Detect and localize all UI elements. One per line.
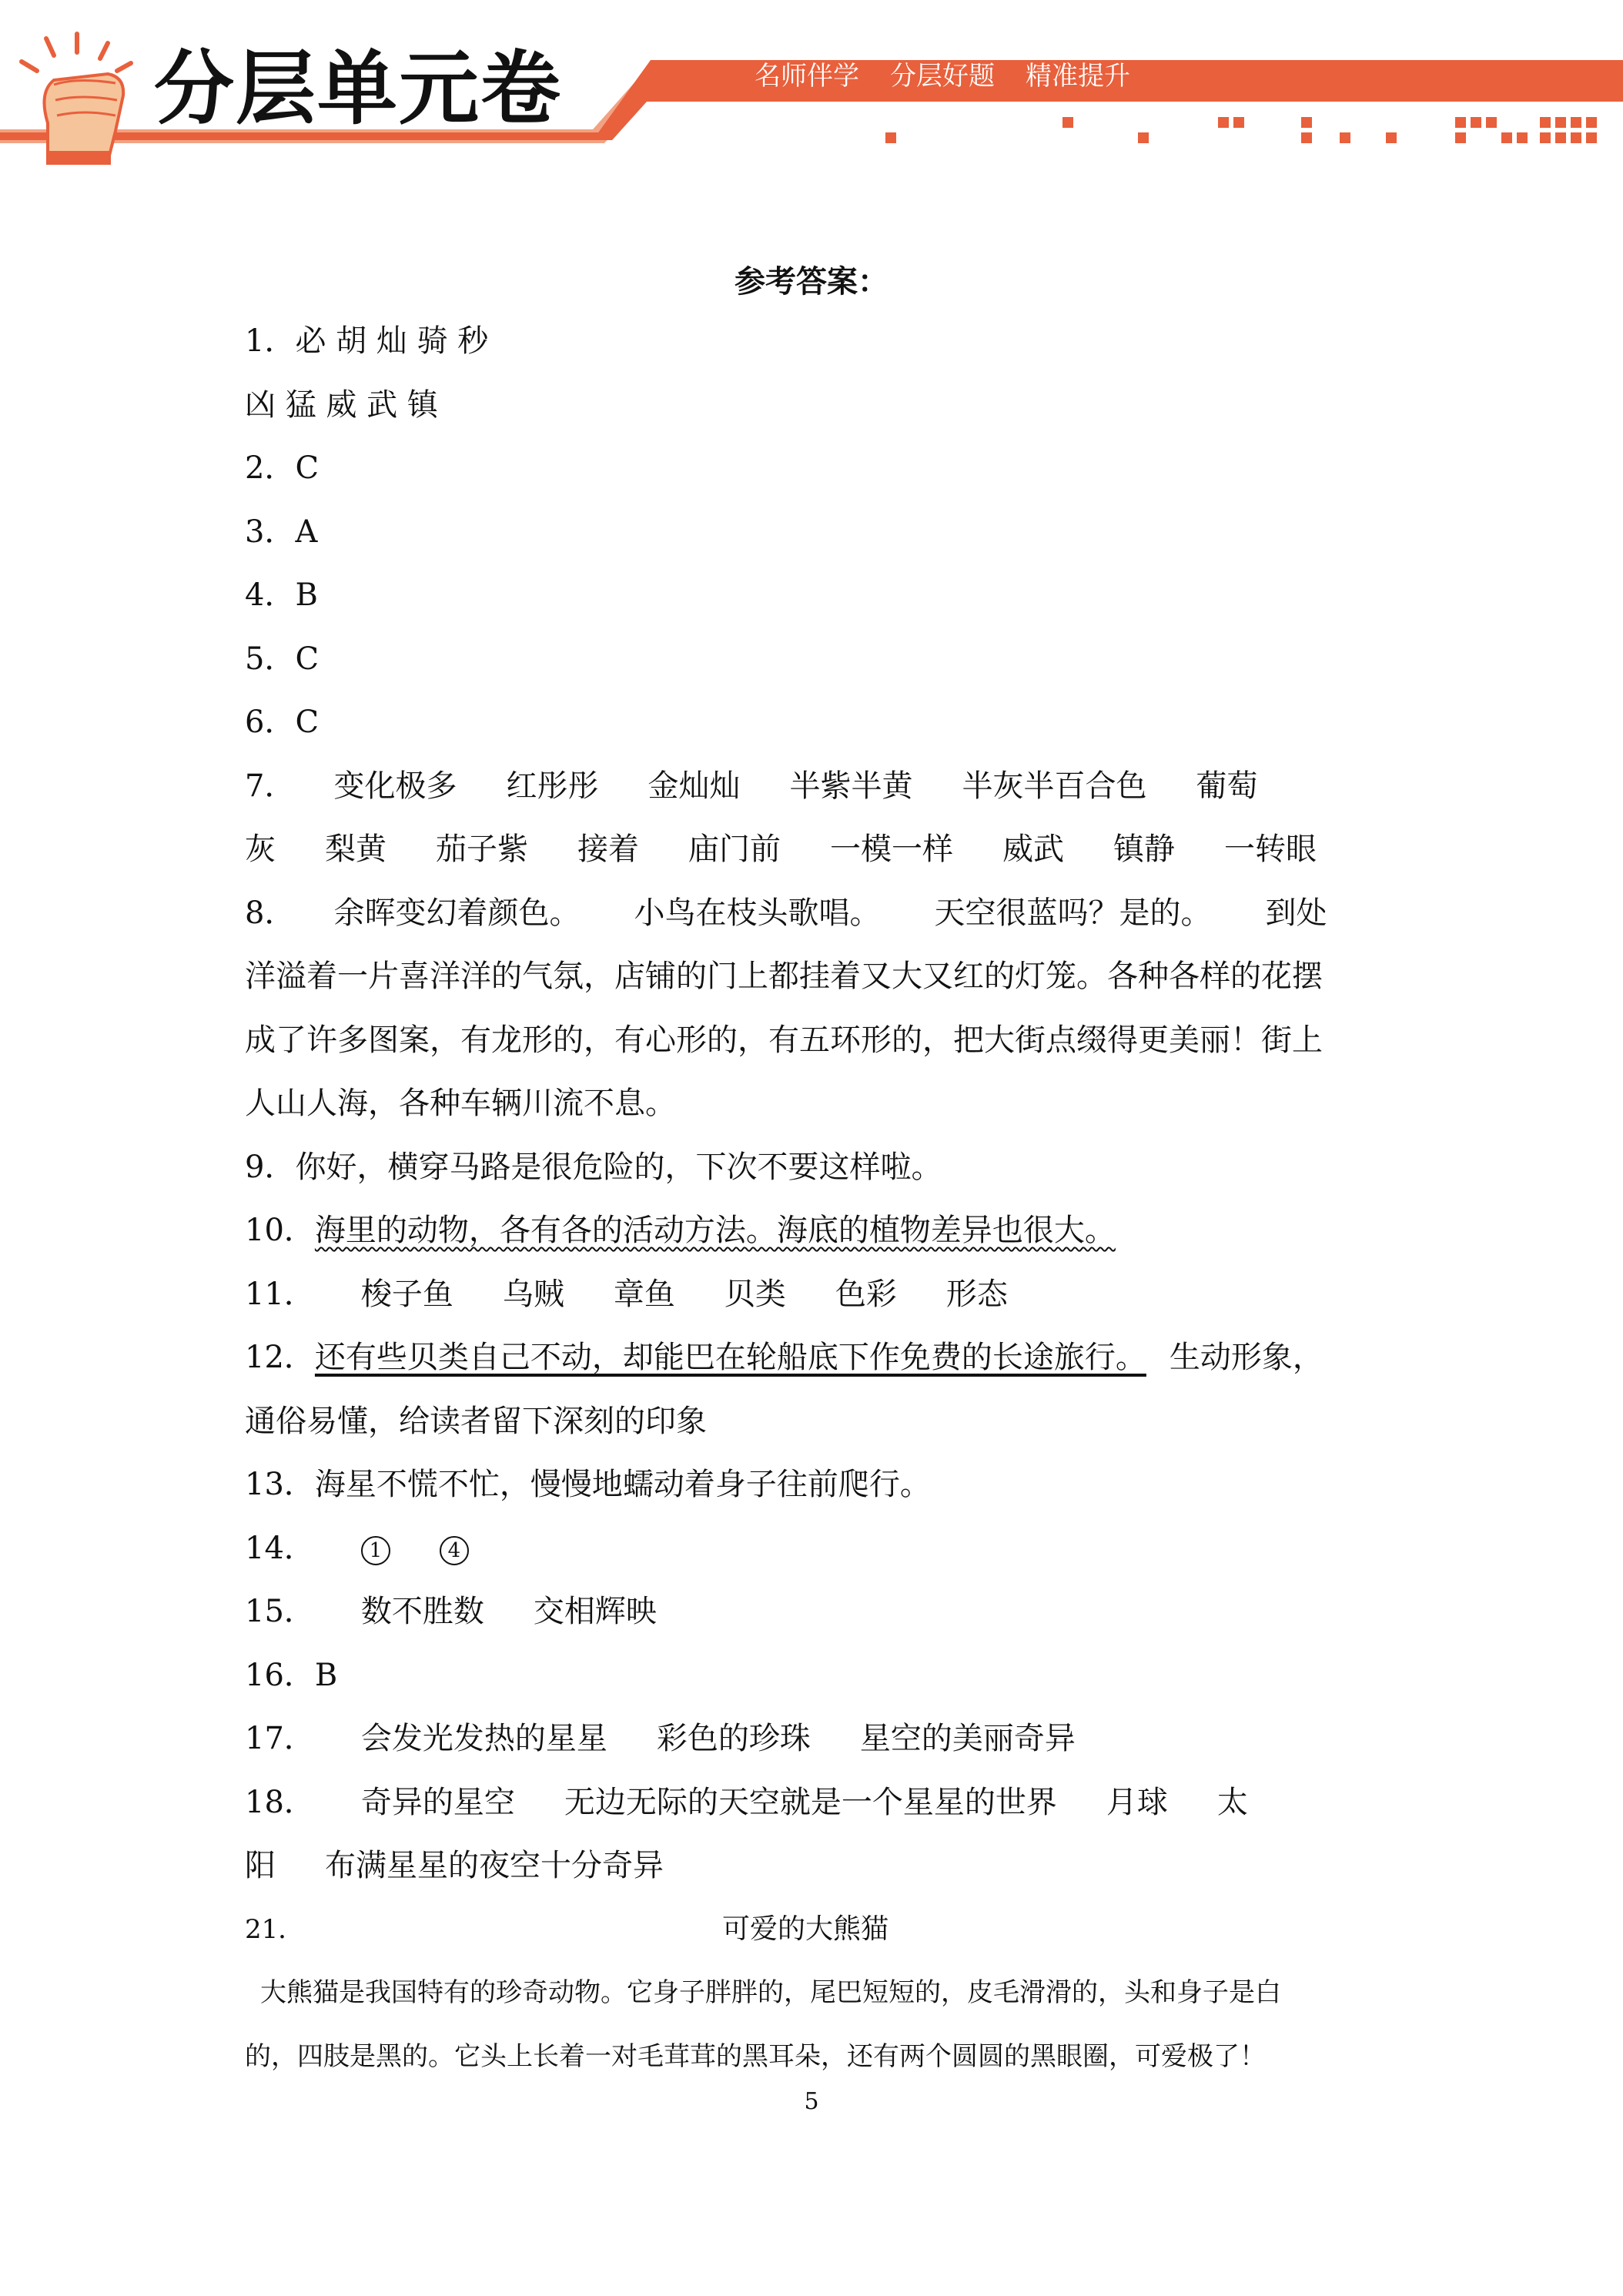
q12-underlined-text: 还有些贝类自己不动，却能巴在轮船底下作免费的长途旅行。: [314, 1340, 1146, 1375]
answer-4: 4．B: [245, 577, 318, 613]
fist-logo-icon: [22, 34, 131, 165]
q11-word: 梭子鱼: [360, 1276, 453, 1312]
q11-word: 色彩: [835, 1276, 897, 1312]
answer-8a: [245, 882, 1377, 946]
q7-word: 红彤彤: [506, 768, 599, 804]
essay-line-1: [245, 1961, 1377, 2025]
answer-1b: 凶 猛 威 武 镇: [245, 387, 438, 423]
brand-title: 分层单元卷: [154, 42, 563, 136]
answer-10: [245, 1199, 1377, 1263]
q7-word: 庙门前: [688, 832, 781, 867]
q8-number: 8．: [245, 895, 296, 931]
q17-phrase: 彩色的珍珠: [656, 1721, 811, 1756]
q7-word: 半紫半黄: [789, 768, 913, 804]
answer-17: [245, 1707, 1377, 1771]
q17-phrase: 星空的美丽奇异: [859, 1721, 1076, 1756]
answer-7a: [245, 755, 1377, 818]
answer-5: 5．C: [245, 641, 320, 677]
answer-2: 2．C: [245, 450, 320, 486]
q12-number: 12．: [245, 1340, 315, 1375]
q7-word: 半灰半百合色: [962, 768, 1147, 804]
q18-phrase: 太: [1216, 1784, 1248, 1820]
q18-phrase: 无边无际的天空就是一个星星的世界: [564, 1784, 1057, 1820]
answer-key: [245, 254, 1377, 2088]
answer-11: [245, 1263, 1377, 1327]
q14-circled-number: 4: [440, 1536, 469, 1565]
answer-8c: 成了许多图案，有龙形的，有心形的，有五环形的，把大街点缀得更美丽！街上: [245, 1022, 1323, 1058]
q21-number: 21．: [245, 1913, 305, 1945]
q18-phrase: 奇异的星空: [360, 1784, 515, 1820]
answer-18b: [245, 1834, 1377, 1898]
q14-number: 14．: [245, 1530, 315, 1566]
pixel-decoration: [885, 117, 1597, 143]
answer-title: 参考答案：: [735, 263, 888, 300]
q14-circled-number: 1: [361, 1536, 390, 1565]
q15-number: 15．: [245, 1594, 315, 1629]
q18-phrase: 布满星星的夜空十分奇异: [325, 1848, 664, 1883]
q12-tail: 生动形象，: [1169, 1340, 1323, 1375]
answer-12a: [245, 1326, 1377, 1390]
q8-sentence: 余晖变幻着颜色。: [333, 895, 581, 931]
page-number: 5: [804, 2088, 819, 2115]
q7-word: 茄子紫: [436, 832, 528, 867]
answer-21: [245, 1898, 1377, 1962]
q17-number: 17．: [245, 1721, 315, 1756]
answer-3: 3．A: [245, 514, 318, 550]
answer-12b: 通俗易懂，给读者留下深刻的印象: [245, 1403, 707, 1439]
q7-word: 灰: [245, 832, 276, 867]
answer-1a: 1．必 胡 灿 骑 秒: [245, 323, 489, 359]
q11-word: 乌贼: [502, 1276, 564, 1312]
q11-word: 形态: [945, 1276, 1008, 1312]
answer-15: [245, 1580, 1377, 1644]
q11-word: 贝类: [724, 1276, 786, 1312]
q18-phrase: 阳: [245, 1848, 276, 1883]
q18-phrase: 月球: [1106, 1784, 1168, 1820]
q7-word: 接着: [577, 832, 639, 867]
answer-8d: 人山人海，各种车辆川流不息。: [245, 1086, 676, 1121]
q8-sentence: 小鸟在枝头歌唱。: [634, 895, 881, 931]
page-header: [0, 0, 1623, 169]
answer-7b: [245, 818, 1377, 882]
q10-number: 10．: [245, 1213, 315, 1248]
q7-word: 金灿灿: [648, 768, 741, 804]
slogan-3: 精准提升: [1026, 61, 1130, 92]
q8-sentence: 到处: [1265, 895, 1327, 931]
slogan-2: 分层好题: [890, 61, 995, 92]
q7-number: 7．: [245, 768, 296, 804]
answer-9: 9．你好，横穿马路是很危险的，下次不要这样啦。: [245, 1149, 942, 1185]
q10-wavy-text: 海里的动物，各有各的活动方法。海底的植物差异也很大。: [314, 1213, 1116, 1248]
answer-8b: 洋溢着一片喜洋洋的气氛，店铺的门上都挂着又大又红的灯笼。各种各样的花摆: [245, 959, 1323, 994]
q11-number: 11．: [245, 1276, 315, 1312]
essay-title: 可爱的大熊猫: [722, 1913, 889, 1945]
q7-word: 一模一样: [830, 832, 953, 867]
q7-word: 葡萄: [1196, 768, 1258, 804]
q18-number: 18．: [245, 1784, 315, 1820]
slogan-bar: [755, 59, 1161, 94]
answer-14: [245, 1517, 1377, 1581]
q17-phrase: 会发光发热的星星: [360, 1721, 607, 1756]
q7-word: 威武: [1002, 832, 1064, 867]
q15-word: 数不胜数: [360, 1594, 484, 1629]
answer-6: 6．C: [245, 705, 320, 740]
essay-text: 大熊猫是我国特有的珍奇动物。它身子胖胖的，尾巴短短的，皮毛滑滑的，头和身子是白: [260, 1977, 1281, 2008]
answer-16: 16．B: [245, 1657, 338, 1693]
answer-13: 13．海星不慌不忙，慢慢地蠕动着身子往前爬行。: [245, 1467, 931, 1502]
q11-word: 章鱼: [613, 1276, 675, 1312]
q7-word: 梨黄: [325, 832, 387, 867]
q15-word: 交相辉映: [533, 1594, 657, 1629]
q7-word: 一转眼: [1224, 832, 1317, 867]
q7-word: 变化极多: [333, 768, 457, 804]
q8-sentence: 天空很蓝吗？是的。: [934, 895, 1212, 931]
slogan-1: 名师伴学: [755, 61, 859, 92]
answer-18a: [245, 1771, 1377, 1835]
essay-line-2: 的，四肢是黑的。它头上长着一对毛茸茸的黑耳朵，还有两个圆圆的黑眼圈，可爱极了！: [245, 2040, 1266, 2072]
q7-word: 镇静: [1113, 832, 1175, 867]
